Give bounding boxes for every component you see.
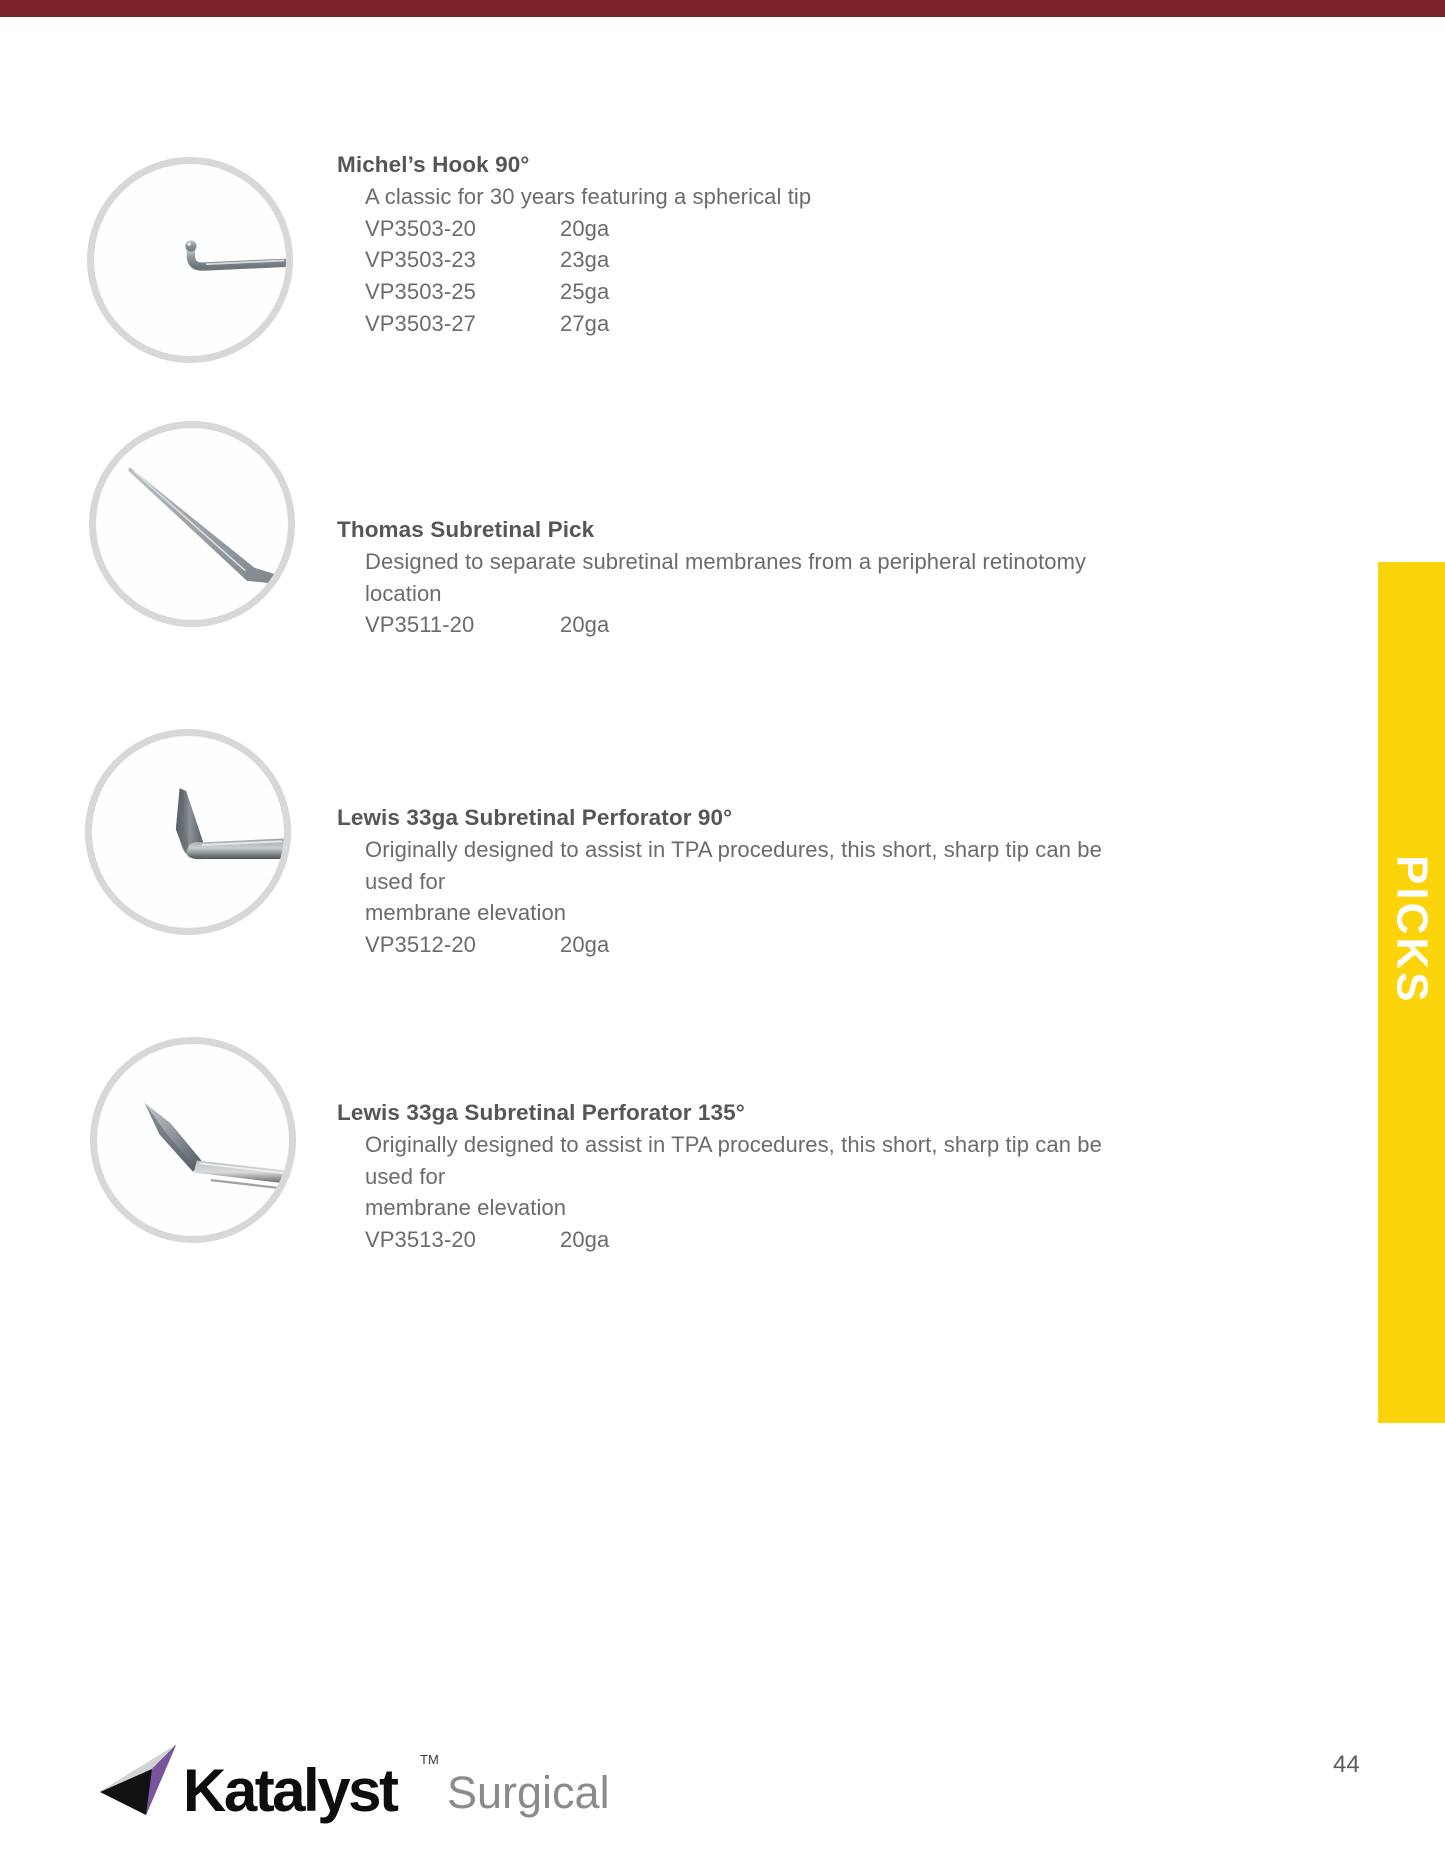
product-image-michels-hook xyxy=(87,157,293,363)
part-row xyxy=(337,244,1137,276)
trademark-symbol: TM xyxy=(420,1752,439,1767)
part-number: VP3511-20 xyxy=(365,612,475,638)
product-block-thomas-pick xyxy=(337,514,1137,641)
part-row xyxy=(337,213,1137,245)
product-block-lewis-135 xyxy=(337,1097,1137,1256)
gauge-value: 20ga xyxy=(560,1227,610,1253)
gauge-value: 27ga xyxy=(560,310,610,336)
part-number: VP3512-20 xyxy=(365,932,476,958)
product-description: membrane elevation xyxy=(365,1195,567,1221)
product-description: Originally designed to assist in TPA procedures, this short, sharp tip can be used for xyxy=(365,837,1102,894)
section-tab-picks xyxy=(1378,562,1445,1423)
section-tab-label: PICKS xyxy=(1387,855,1437,1005)
product-block-michels-hook xyxy=(337,149,1137,340)
gauge-value: 25ga xyxy=(560,279,610,305)
part-number: VP3503-27 xyxy=(365,310,476,336)
product-image-lewis-90 xyxy=(85,729,291,935)
product-description: Originally designed to assist in TPA procedures, this short, sharp tip can be used for xyxy=(365,1132,1102,1189)
part-row xyxy=(337,929,1137,961)
part-row xyxy=(337,609,1137,641)
product-description: A classic for 30 years featuring a spherical tip xyxy=(365,184,812,209)
product-title: Michel’s Hook 90° xyxy=(337,152,530,177)
michels-hook-90-illustration xyxy=(94,164,286,356)
page-number: 44 xyxy=(1333,1751,1360,1778)
gauge-value: 23ga xyxy=(560,247,610,273)
lewis-perforator-90-illustration xyxy=(92,736,284,928)
thomas-subretinal-pick-illustration xyxy=(96,428,288,620)
product-description: membrane elevation xyxy=(365,900,567,926)
katalyst-logo-icon xyxy=(100,1745,176,1815)
product-image-lewis-135 xyxy=(90,1037,296,1243)
part-number: VP3503-23 xyxy=(365,247,476,273)
part-row xyxy=(337,308,1137,340)
product-title: Thomas Subretinal Pick xyxy=(337,517,595,542)
part-row xyxy=(337,276,1137,308)
gauge-value: 20ga xyxy=(560,612,610,638)
part-number: VP3503-20 xyxy=(365,215,476,241)
gauge-value: 20ga xyxy=(560,215,610,241)
product-description: Designed to separate subretinal membranes from a peripheral retinotomy location xyxy=(365,549,1087,606)
product-image-thomas-pick xyxy=(89,421,295,627)
brand-suffix: Surgical xyxy=(447,1767,610,1818)
part-number: VP3513-20 xyxy=(365,1227,476,1253)
part-row xyxy=(337,1224,1137,1256)
lewis-perforator-135-illustration xyxy=(97,1044,289,1236)
brand-name: Katalyst xyxy=(183,1757,397,1824)
top-color-bar xyxy=(0,0,1445,17)
product-title: Lewis 33ga Subretinal Perforator 90° xyxy=(337,805,733,830)
part-number: VP3503-25 xyxy=(365,279,476,305)
gauge-value: 20ga xyxy=(560,932,610,958)
product-block-lewis-90 xyxy=(337,802,1137,961)
product-title: Lewis 33ga Subretinal Perforator 135° xyxy=(337,1100,745,1125)
